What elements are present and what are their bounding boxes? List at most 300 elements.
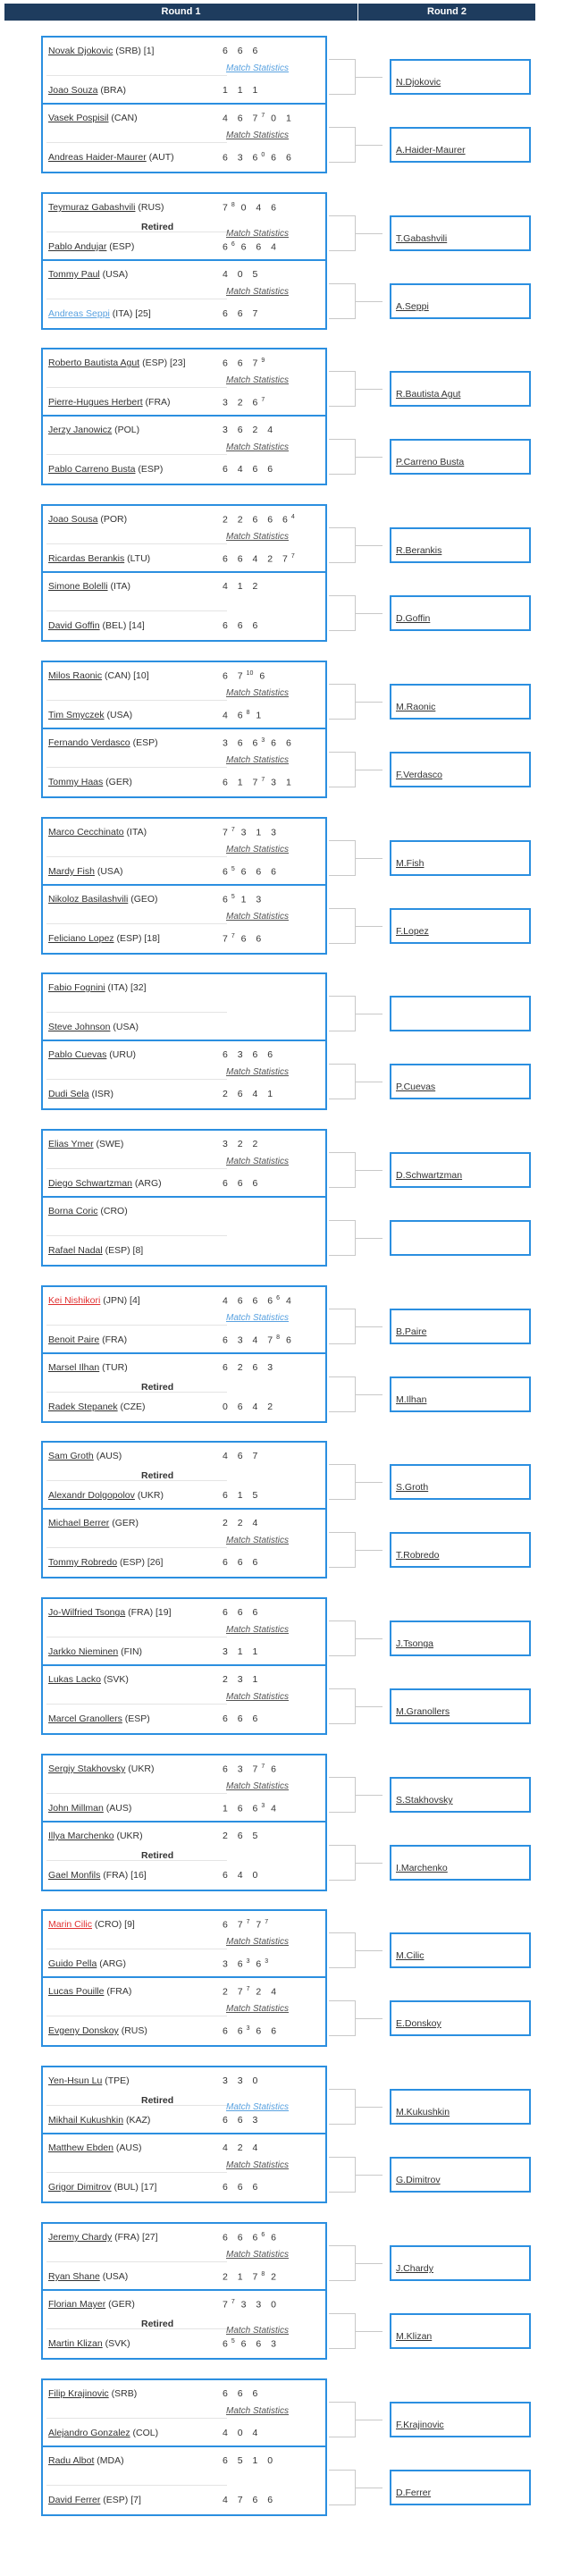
player-link[interactable]: Alexandr Dolgopolov [48, 1490, 135, 1501]
player-row [48, 2142, 141, 2153]
player-country-seed: (FRA) [99, 1334, 128, 1345]
player-link[interactable]: Illya Marchenko [48, 1831, 114, 1841]
bracket-connector [329, 840, 356, 876]
player-row [48, 982, 147, 993]
player-row [48, 202, 164, 213]
match-top [43, 2380, 325, 2447]
player-link[interactable]: Radu Albot [48, 2455, 95, 2466]
player-link[interactable]: Filip Krajinovic [48, 2388, 109, 2399]
round2-player-link[interactable]: P.Cuevas [396, 1082, 436, 1092]
round2-slot [390, 1064, 531, 1099]
round2-slot [390, 371, 531, 407]
match-statistics-link[interactable]: Match Statistics [226, 1313, 290, 1323]
score: 2 3 1 [223, 1674, 262, 1685]
bracket-connector [329, 595, 356, 631]
player-link[interactable]: Marsel Ilhan [48, 1362, 100, 1373]
match-statistics-link[interactable]: Match Statistics [226, 755, 290, 765]
score: 6 $7^{10}$ 6 [223, 670, 269, 682]
bracket-connector [329, 439, 356, 475]
player-link[interactable]: Borna Coric [48, 1206, 98, 1216]
player-link[interactable]: Mardy Fish [48, 866, 95, 877]
player-row [48, 514, 127, 525]
round2-slot [390, 1688, 531, 1724]
score: 3 6 2 4 [223, 425, 277, 435]
score: 1 6 $6^3$ 4 [223, 1803, 281, 1814]
round2-player-link[interactable]: M.Fish [396, 858, 424, 869]
player-link[interactable]: Pablo Andujar [48, 241, 107, 252]
match-statistics-link[interactable]: Match Statistics [226, 532, 290, 542]
player-link[interactable]: Pablo Cuevas [48, 1049, 107, 1060]
player-country-seed: (SRB) [1] [113, 46, 155, 56]
player-row [48, 737, 158, 748]
row-divider [46, 543, 227, 544]
player-link[interactable]: Evgeny Donskoy [48, 2025, 119, 2036]
player-row [48, 1831, 143, 1841]
player-link[interactable]: Marin Cilic [48, 1919, 93, 1930]
player-link[interactable]: Diego Schwartzman [48, 1178, 132, 1189]
bracket-connector [329, 1309, 356, 1344]
round2-player-link[interactable]: P.Carreno Busta [396, 457, 465, 467]
row-divider [46, 1168, 227, 1169]
round2-player-link[interactable]: D.Ferrer [396, 2488, 432, 2498]
player-link[interactable]: Guido Pella [48, 1958, 97, 1969]
player-link[interactable]: Pierre-Hugues Herbert [48, 397, 143, 408]
match-statistics-link[interactable]: Match Statistics [226, 1692, 290, 1702]
player-link[interactable]: Andreas Haider-Maurer [48, 152, 147, 163]
player-row [48, 620, 145, 631]
player-country-seed: (GER) [103, 777, 132, 787]
bracket-connector [329, 684, 356, 720]
player-row [48, 113, 138, 123]
player-row [48, 1245, 143, 1256]
round2-player-link[interactable]: R.Berankis [396, 545, 442, 556]
player-country-seed: (AUS) [103, 1803, 132, 1814]
score: 3 2 $6^7$ [223, 397, 265, 408]
player-row [48, 1049, 136, 1060]
player-link[interactable]: Sergiy Stakhovsky [48, 1764, 126, 1774]
player-row [48, 670, 149, 681]
round2-slot [390, 1621, 531, 1656]
score: 3 $6^3$ $6^3$ [223, 1958, 269, 1970]
match-bottom [43, 1666, 325, 1733]
row-divider [46, 1480, 227, 1481]
player-row [48, 581, 130, 592]
player-country-seed: (SWE) [93, 1139, 124, 1149]
retired-label: Retired [141, 1850, 174, 1861]
match-block [41, 972, 327, 1110]
player-country-seed: (POL) [112, 425, 140, 435]
player-link[interactable]: Jarkko Nieminen [48, 1646, 119, 1657]
round2-slot [390, 2157, 531, 2193]
match-bottom [43, 1354, 325, 1421]
round2-player-link[interactable]: S.Groth [396, 1482, 429, 1493]
player-row [48, 933, 160, 944]
match-statistics-link[interactable]: Match Statistics [226, 442, 290, 452]
retired-label: Retired [141, 1382, 174, 1393]
match-statistics-link[interactable]: Match Statistics [226, 1536, 290, 1545]
player-country-seed: (USA) [94, 866, 123, 877]
player-country-seed: (USA) [99, 269, 129, 280]
player-link[interactable]: Lukas Lacko [48, 1674, 101, 1685]
round2-player-link[interactable]: T.Gabashvili [396, 233, 448, 244]
player-country-seed: (GER) [109, 1518, 139, 1528]
player-link[interactable]: Roberto Bautista Agut [48, 358, 140, 368]
player-link[interactable]: Nikoloz Basilashvili [48, 894, 129, 905]
match-bottom [43, 2291, 325, 2358]
player-link[interactable]: Gael Monfils [48, 1870, 101, 1881]
player-link[interactable]: Dudi Sela [48, 1089, 89, 1099]
score: $7^7$ 3 3 0 [223, 2299, 281, 2311]
round2-player-link[interactable]: F.Lopez [396, 926, 429, 937]
round2-slot [390, 1777, 531, 1813]
player-link[interactable]: Jeremy Chardy [48, 2232, 113, 2243]
player-row [48, 2495, 141, 2505]
player-link[interactable]: Radek Stepanek [48, 1402, 118, 1412]
player-link[interactable]: John Millman [48, 1803, 104, 1814]
player-row [48, 1295, 140, 1306]
player-link[interactable]: Florian Mayer [48, 2299, 106, 2310]
round2-slot [390, 527, 531, 563]
player-link[interactable]: Andreas Seppi [48, 308, 110, 319]
player-country-seed: (ESP) [18] [113, 933, 160, 944]
score: 6 1 $7^7$ 3 1 [223, 777, 295, 788]
player-link[interactable]: Kei Nishikori [48, 1295, 101, 1306]
player-row [48, 2428, 158, 2438]
match-statistics-link[interactable]: Match Statistics [226, 375, 290, 385]
player-country-seed: (AUS) [93, 1451, 122, 1461]
round2-slot [390, 2245, 531, 2281]
player-link[interactable]: Joao Sousa [48, 514, 98, 525]
score: 6 6 6 [223, 1607, 262, 1618]
player-link[interactable]: Milos Raonic [48, 670, 103, 681]
player-link[interactable]: Jerzy Janowicz [48, 425, 113, 435]
match-top [43, 194, 325, 261]
match-block [41, 348, 327, 485]
player-link[interactable]: Tommy Robredo [48, 1557, 118, 1568]
round2-player-link[interactable]: M.Granollers [396, 1706, 450, 1717]
player-row [48, 1674, 129, 1685]
score: 6 6 6 [223, 620, 262, 631]
player-country-seed: (ESP) [8] [102, 1245, 144, 1256]
round2-slot [390, 840, 531, 876]
player-row [48, 2338, 130, 2349]
bracket-connector [329, 215, 356, 251]
player-row [48, 1919, 135, 1930]
player-link[interactable]: Jo-Wilfried Tsonga [48, 1607, 126, 1618]
player-row [48, 894, 158, 905]
player-row [48, 1803, 131, 1814]
player-row [48, 1089, 113, 1099]
player-row [48, 152, 174, 163]
match-statistics-link[interactable]: Match Statistics [226, 130, 290, 140]
round2-slot [390, 1152, 531, 1188]
player-country-seed: (RUS) [118, 2025, 147, 2036]
row-divider [46, 1793, 227, 1794]
player-country-seed: (FRA) [104, 1986, 132, 1997]
score: $6^5$ 1 3 [223, 894, 265, 905]
match-statistics-link[interactable]: Match Statistics [226, 688, 290, 698]
match-statistics-link[interactable]: Match Statistics [226, 2250, 290, 2260]
round2-player-link[interactable]: A.Haider-Maurer [396, 145, 466, 156]
match-block [41, 2222, 327, 2360]
round2-player-link[interactable]: D.Schwartzman [396, 1170, 463, 1181]
round2-player-link[interactable]: F.Krajinovic [396, 2420, 444, 2430]
player-row [48, 2075, 130, 2086]
score: 6 $6^3$ 6 6 [223, 2025, 281, 2037]
score: 4 6 7 [223, 1451, 262, 1461]
player-link[interactable]: Novak Djokovic [48, 46, 113, 56]
match-top [43, 1287, 325, 1354]
match-statistics-link[interactable]: Match Statistics [226, 2102, 290, 2112]
player-country-seed: (ESP) [122, 1713, 150, 1724]
player-row [48, 553, 150, 564]
round2-player-link[interactable]: I.Marchenko [396, 1863, 448, 1873]
match-statistics-link[interactable]: Match Statistics [226, 1781, 290, 1791]
player-country-seed: (ARG) [97, 1958, 126, 1969]
match-block [41, 1909, 327, 2047]
round2-player-link[interactable]: R.Bautista Agut [396, 389, 461, 400]
round2-player-link[interactable]: A.Seppi [396, 301, 429, 312]
player-country-seed: (FRA) [16] [100, 1870, 147, 1881]
bracket-connector [329, 283, 356, 319]
player-country-seed: (ESP) [130, 737, 158, 748]
player-row [48, 46, 154, 56]
player-row [48, 85, 126, 96]
player-row [48, 1870, 147, 1881]
match-bottom [43, 2447, 325, 2514]
score: $7^7$ 6 6 [223, 933, 265, 945]
bracket-connector [329, 1621, 356, 1656]
player-link[interactable]: Feliciano Lopez [48, 933, 114, 944]
match-statistics-link[interactable]: Match Statistics [226, 912, 290, 922]
bracket-header [4, 4, 535, 21]
player-row [48, 1022, 139, 1032]
bracket-connector [329, 2402, 356, 2437]
match-bottom [43, 886, 325, 953]
player-country-seed: (FRA) [142, 397, 171, 408]
player-row [48, 358, 186, 368]
score: 6 1 5 [223, 1490, 262, 1501]
player-country-seed: (SVK) [102, 2338, 130, 2349]
score: 6 4 0 [223, 1870, 262, 1881]
player-country-seed: (POR) [97, 514, 128, 525]
match-statistics-link[interactable]: Match Statistics [226, 2160, 290, 2170]
score: 1 1 1 [223, 85, 262, 96]
row-divider [46, 1079, 227, 1080]
score: 4 6 $7^7$ 0 1 [223, 113, 295, 124]
round2-slot [390, 439, 531, 475]
match-block [41, 1285, 327, 1423]
match-bottom [43, 1041, 325, 1108]
bracket-connector [329, 59, 356, 95]
player-row [48, 2232, 158, 2243]
round2-player-link[interactable]: M.Cilic [396, 1950, 424, 1961]
player-row [48, 1518, 139, 1528]
player-row [48, 269, 128, 280]
row-divider [46, 923, 227, 924]
round2-player-link[interactable]: M.Ilhan [396, 1394, 427, 1405]
player-link[interactable]: Fabio Fognini [48, 982, 105, 993]
player-country-seed: (CAN) [108, 113, 138, 123]
row-divider [46, 1392, 227, 1393]
match-block [41, 1441, 327, 1578]
match-statistics-link[interactable]: Match Statistics [226, 1157, 290, 1166]
round2-slot [390, 1309, 531, 1344]
score: 3 6 $6^3$ 6 6 [223, 737, 295, 749]
round2-player-link[interactable]: S.Stakhovsky [396, 1795, 453, 1806]
row-divider [46, 1325, 227, 1326]
player-link[interactable]: Michael Berrer [48, 1518, 110, 1528]
score: 6 6 4 2 $7^7$ [223, 553, 295, 565]
player-link[interactable]: David Goffin [48, 620, 100, 631]
match-top [43, 1131, 325, 1198]
row-divider [46, 2105, 227, 2106]
round2-slot [390, 1220, 531, 1256]
player-link[interactable]: Pablo Carreno Busta [48, 464, 136, 475]
player-row [48, 1764, 154, 1774]
player-link[interactable]: Martin Klizan [48, 2338, 103, 2349]
player-link[interactable]: Ryan Shane [48, 2271, 100, 2282]
score: 6 6 6 [223, 1713, 262, 1724]
player-country-seed: (ITA) [25] [109, 308, 151, 319]
player-country-seed: (SVK) [100, 1674, 129, 1685]
score: 6 5 1 0 [223, 2455, 277, 2466]
match-bottom [43, 1823, 325, 1890]
row-divider [46, 700, 227, 701]
retired-label: Retired [141, 2095, 174, 2106]
round2-player-link[interactable]: J.Chardy [396, 2263, 434, 2274]
player-country-seed: (GEO) [128, 894, 158, 905]
round2-player-link[interactable]: D.Goffin [396, 613, 431, 624]
round2-header: Round 2 [427, 6, 467, 17]
match-statistics-link[interactable]: Match Statistics [226, 1067, 290, 1077]
match-statistics-link[interactable]: Match Statistics [226, 287, 290, 297]
player-row [48, 1178, 162, 1189]
player-link[interactable]: Elias Ymer [48, 1139, 94, 1149]
player-link[interactable]: David Ferrer [48, 2495, 101, 2505]
row-divider [46, 2172, 227, 2173]
player-link[interactable]: Simone Bolelli [48, 581, 108, 592]
round2-player-link[interactable]: M.Klizan [396, 2331, 433, 2342]
player-country-seed: (ESP) [7] [100, 2495, 141, 2505]
player-country-seed: (SRB) [108, 2388, 138, 2399]
row-divider [46, 2485, 227, 2486]
match-block [41, 1597, 327, 1735]
score: 2 $7^7$ 2 4 [223, 1986, 281, 1998]
round2-player-link[interactable]: M.Kukushkin [396, 2107, 450, 2117]
player-link[interactable]: Alejandro Gonzalez [48, 2428, 130, 2438]
round2-player-link[interactable]: T.Robredo [396, 1550, 440, 1561]
player-country-seed: (CRO) [97, 1206, 128, 1216]
player-link[interactable]: Marco Cecchinato [48, 827, 124, 838]
player-link[interactable]: Joao Souza [48, 85, 98, 96]
score: 6 6 6 [223, 1178, 262, 1189]
match-bottom [43, 261, 325, 328]
round2-player-link[interactable]: F.Verdasco [396, 770, 442, 780]
match-block [41, 2378, 327, 2516]
round2-player-link[interactable]: B.Paire [396, 1326, 427, 1337]
score: 4 6 6 $6^6$ 4 [223, 1295, 295, 1307]
player-link[interactable]: Tommy Paul [48, 269, 100, 280]
round2-slot [390, 684, 531, 720]
round2-player-link[interactable]: E.Donskoy [396, 2018, 441, 2029]
bracket-connector [329, 2000, 356, 2036]
match-statistics-link[interactable]: Match Statistics [226, 1937, 290, 1947]
player-country-seed: (FRA) [27] [112, 2232, 158, 2243]
match-statistics-link[interactable]: Match Statistics [226, 2326, 290, 2336]
player-link[interactable]: Ricardas Berankis [48, 553, 125, 564]
player-row [48, 1402, 146, 1412]
player-country-seed: (CAN) [10] [102, 670, 149, 681]
score: 6 3 6 6 [223, 1049, 277, 1060]
player-link[interactable]: Vasek Pospisil [48, 113, 109, 123]
round2-slot [390, 595, 531, 631]
player-country-seed: (ESP) [23] [139, 358, 186, 368]
score: 6 4 6 6 [223, 464, 277, 475]
retired-label: Retired [141, 1470, 174, 1481]
player-link[interactable]: Benoit Paire [48, 1334, 100, 1345]
round2-player-link[interactable]: N.Djokovic [396, 77, 441, 88]
bracket-connector [329, 996, 356, 1031]
score: 2 2 6 6 $6^4$ [223, 514, 295, 526]
player-link[interactable]: Grigor Dimitrov [48, 2182, 112, 2193]
round2-player-link[interactable]: J.Tsonga [396, 1638, 434, 1649]
player-row [48, 710, 132, 720]
player-link[interactable]: Mikhail Kukushkin [48, 2115, 124, 2126]
player-row [48, 1557, 163, 1568]
score: 6 6 $7^9$ [223, 358, 265, 369]
round2-slot [390, 996, 531, 1031]
player-row [48, 1139, 123, 1149]
player-link[interactable]: Steve Johnson [48, 1022, 111, 1032]
match-block [41, 661, 327, 798]
player-link[interactable]: Lucas Pouille [48, 1986, 105, 1997]
score: 4 2 4 [223, 2142, 262, 2153]
bracket-connector [329, 127, 356, 163]
match-statistics-link[interactable]: Match Statistics [226, 845, 290, 854]
round2-player-link[interactable]: G.Dimitrov [396, 2175, 441, 2185]
player-country-seed: (FRA) [19] [125, 1607, 172, 1618]
match-statistics-link[interactable]: Match Statistics [226, 2004, 290, 2014]
player-link[interactable]: Tommy Haas [48, 777, 104, 787]
round2-slot [390, 2000, 531, 2036]
player-link[interactable]: Yen-Hsun Lu [48, 2075, 103, 2086]
player-link[interactable]: Matthew Ebden [48, 2142, 113, 2153]
match-statistics-link[interactable]: Match Statistics [226, 2406, 290, 2416]
player-country-seed: (FIN) [118, 1646, 143, 1657]
player-link[interactable]: Teymuraz Gabashvili [48, 202, 136, 213]
player-row [48, 1490, 164, 1501]
player-link[interactable]: Tim Smyczek [48, 710, 105, 720]
match-top [43, 662, 325, 729]
match-statistics-link[interactable]: Match Statistics [226, 1625, 290, 1635]
player-link[interactable]: Rafael Nadal [48, 1245, 103, 1256]
player-row [48, 2025, 147, 2036]
match-block [41, 817, 327, 955]
row-divider [46, 1704, 227, 1705]
player-link[interactable]: Marcel Granollers [48, 1713, 122, 1724]
player-link[interactable]: Sam Groth [48, 1451, 94, 1461]
round2-player-link[interactable]: M.Raonic [396, 702, 436, 712]
score: $6^5$ 6 6 3 [223, 2338, 281, 2350]
player-country-seed: (COL) [130, 2428, 159, 2438]
match-statistics-link[interactable]: Match Statistics [226, 63, 290, 73]
match-statistics-link[interactable]: Match Statistics [226, 229, 290, 239]
player-country-seed: (USA) [110, 1022, 139, 1032]
match-block [41, 1129, 327, 1267]
bracket-connector [329, 1777, 356, 1813]
player-link[interactable]: Fernando Verdasco [48, 737, 130, 748]
